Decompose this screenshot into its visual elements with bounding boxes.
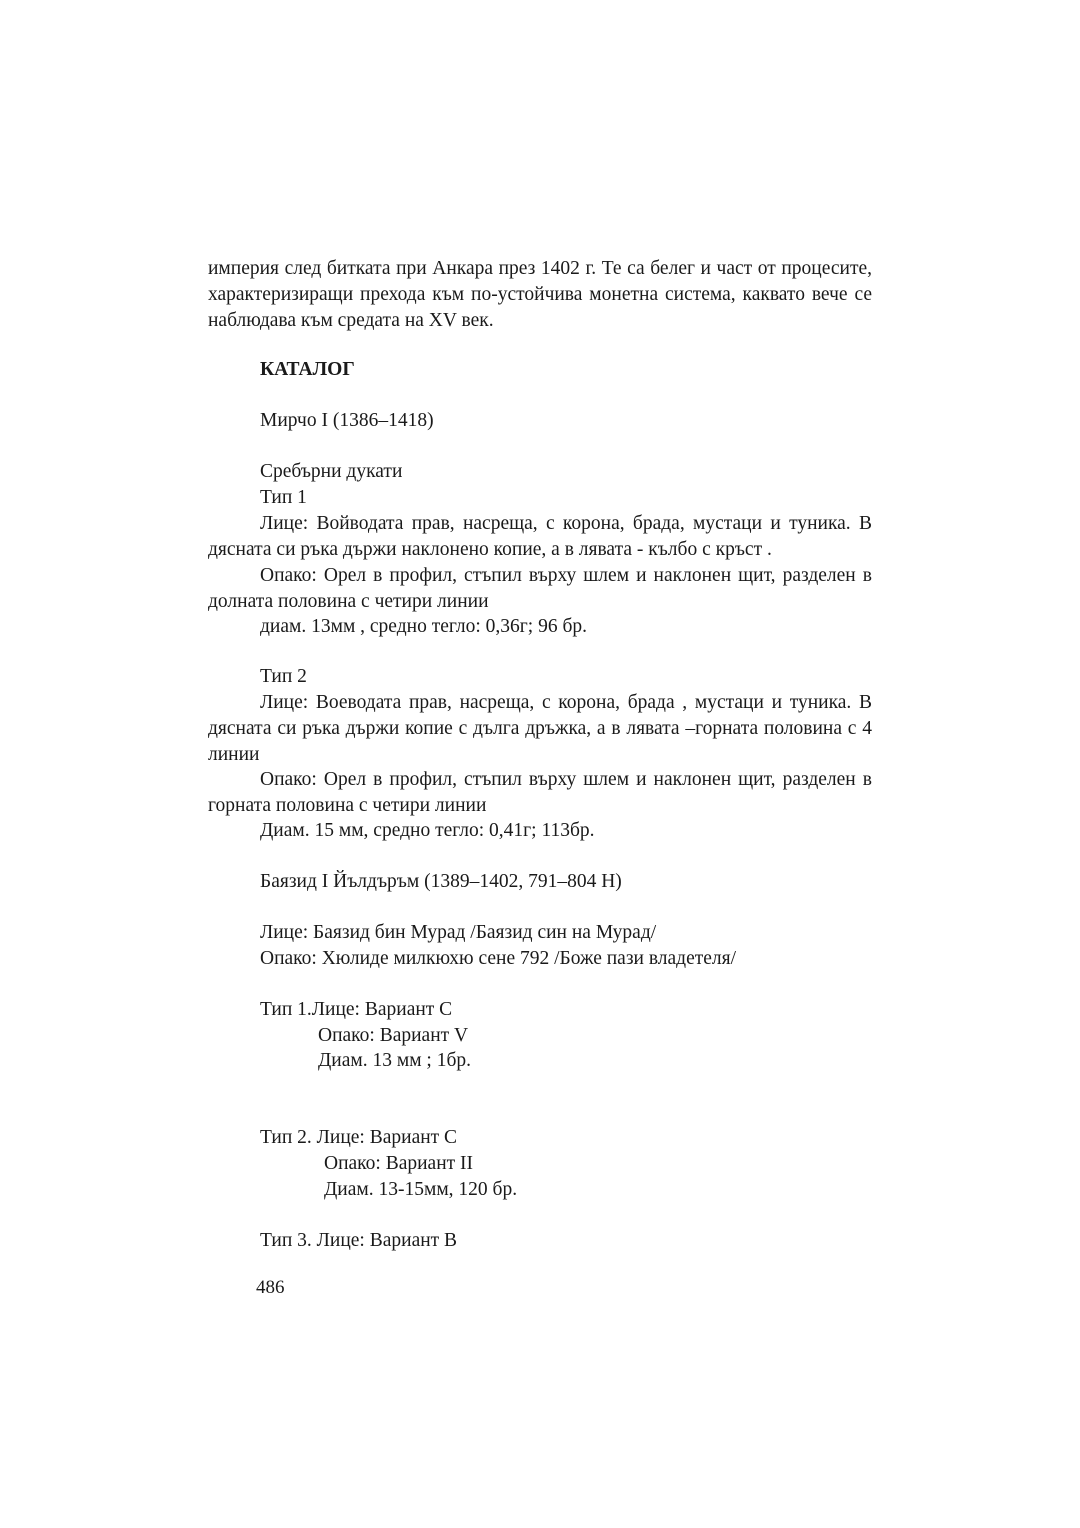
mircho-type2-label: Тип 2 [260, 666, 307, 687]
bayezid-ruler-title: Баязид I Йълдъръм (1389–1402, 791–804 Н) [260, 871, 622, 892]
bayezid-type2-obverse: Тип 2. Лице: Вариант С [260, 1127, 458, 1148]
bayezid-type3-obverse: Тип 3. Лице: Вариант В [260, 1230, 458, 1251]
mircho-type2-reverse: Опако: Орел в профил, стъпил върху шлем и наклонен щит, разделен в горната половина с четири линии [208, 769, 872, 816]
bayezid-type1-obverse: Тип 1.Лице: Вариант С [260, 999, 453, 1020]
mircho-type1-obverse: Лице: Войводата прав, насреща, с корона, брада, мустаци и туника. В дясната си ръка държи наклонено копие, а в лявата - кълбо с кръст . [208, 513, 872, 560]
mircho-ruler-title: Мирчо I (1386–1418) [260, 410, 434, 431]
mircho-category: Сребърни дукати [260, 461, 403, 482]
bayezid-reverse-legend: Опако: Хюлиде милкюхю сене 792 /Боже пази владетеля/ [260, 948, 737, 969]
bayezid-type1-specs: Диам. 13 мм ; 1бр. [318, 1050, 472, 1071]
mircho-type1-label: Тип 1 [260, 487, 307, 508]
bayezid-type2-specs: Диам. 13-15мм, 120 бр. [324, 1179, 518, 1200]
bayezid-obverse-legend: Лице: Баязид бин Мурад /Баязид син на Мурад/ [260, 922, 657, 943]
bayezid-type2-reverse: Опако: Вариант II [324, 1153, 474, 1174]
page-number: 486 [256, 1277, 285, 1298]
catalog-heading: КАТАЛОГ [260, 359, 355, 380]
mircho-type2-obverse: Лице: Воеводата прав, насреща, с корона, брада , мустаци и туника. В дясната си ръка държи копие с дълга дръжка, а в лявата –горната половина с 4 линии [208, 692, 872, 765]
bayezid-type1-reverse: Опако: Вариант V [318, 1025, 469, 1046]
intro-paragraph: империя след битката при Анкара през 1402 г. Те са белег и част от процесите, характеризиращи прехода към по-устойчива монетна система, каквато вече се наблюдава към средата на XV век. [208, 258, 872, 331]
mircho-type1-specs: диам. 13мм , средно тегло: 0,36г; 96 бр. [260, 616, 587, 637]
mircho-type2-specs: Диам. 15 мм, средно тегло: 0,41г; 113бр. [260, 820, 595, 841]
mircho-type1-reverse: Опако: Орел в профил, стъпил върху шлем и наклонен щит, разделен в долната половина с четири линии [208, 565, 872, 612]
